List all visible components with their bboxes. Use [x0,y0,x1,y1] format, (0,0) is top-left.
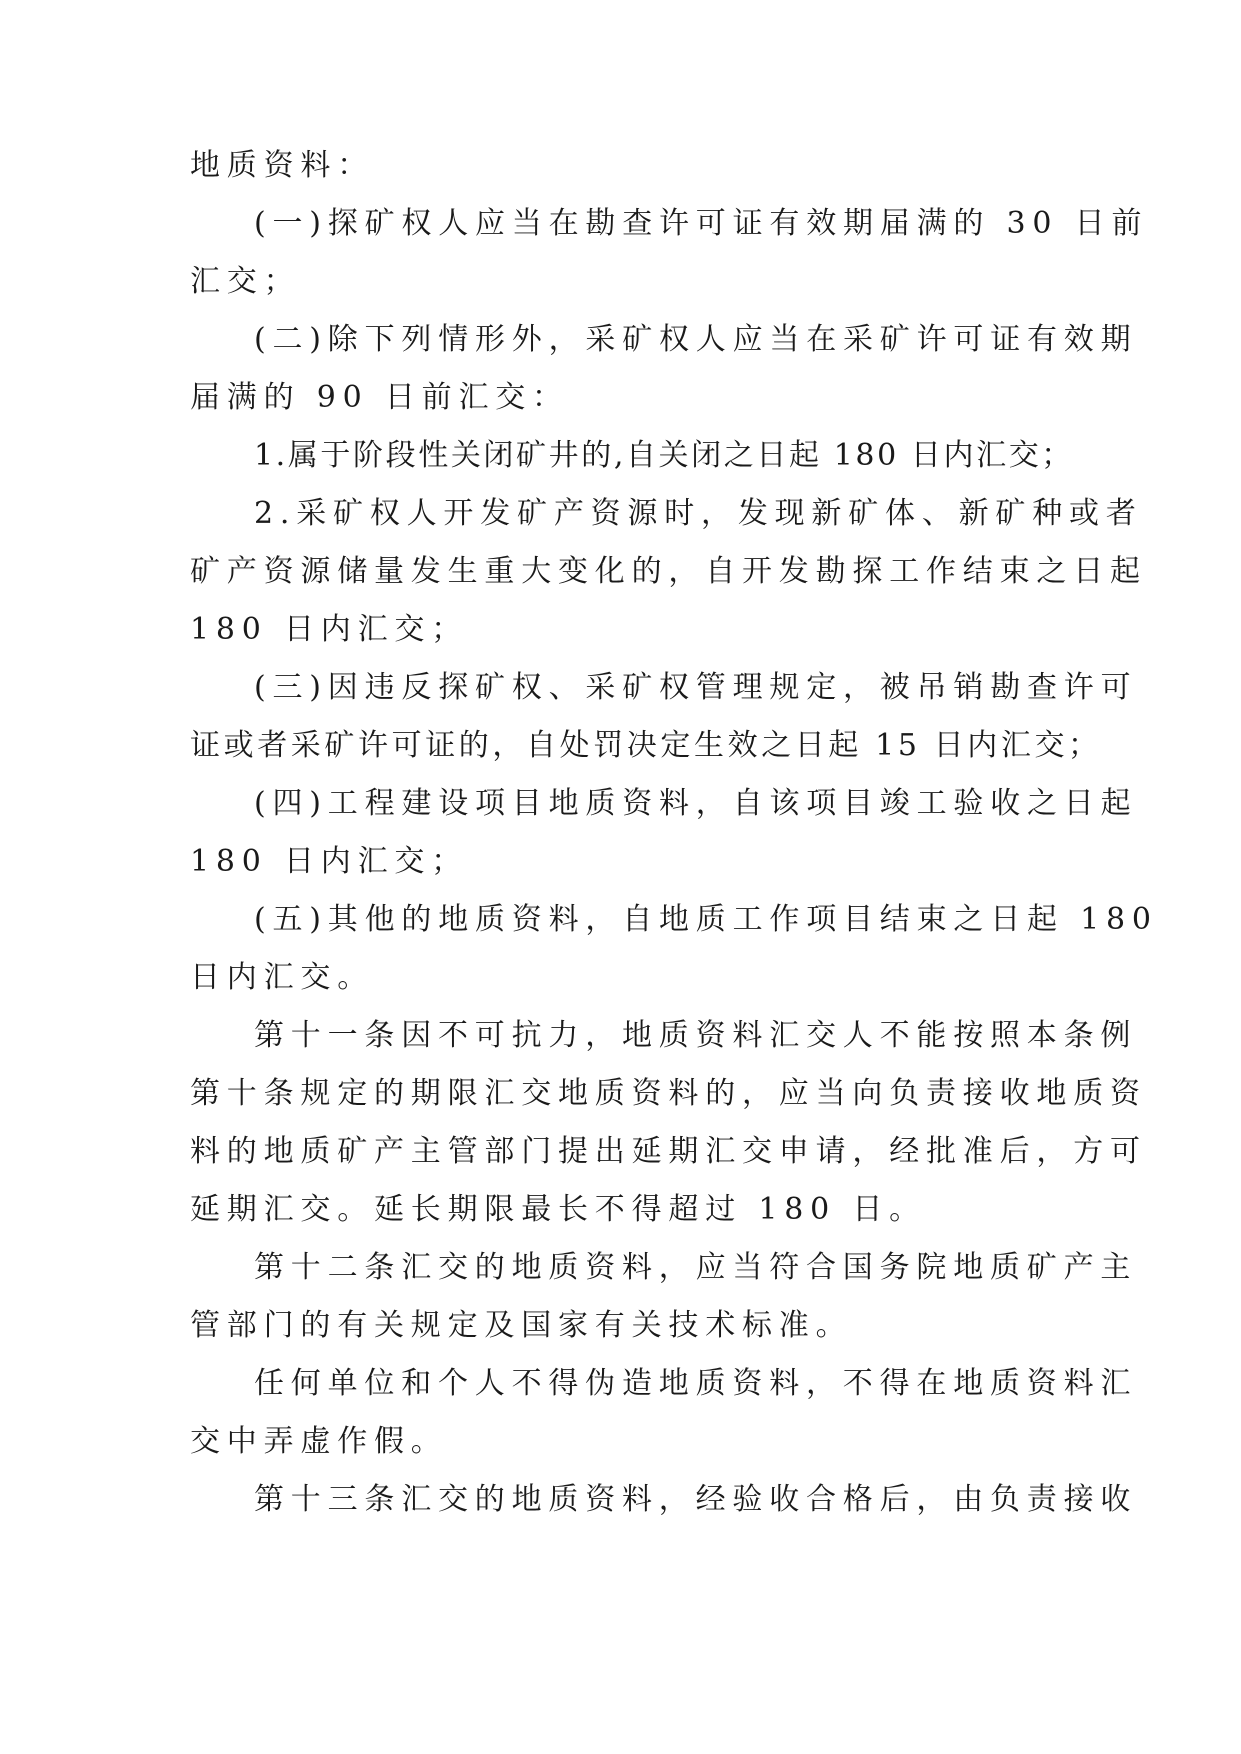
text-line: (五)其他的地质资料，自地质工作项目结束之日起 180 [254,902,1158,937]
text-line: 任何单位和个人不得伪造地质资料，不得在地质资料汇 [254,1366,1138,1401]
text-line: 交中弄虚作假。 [190,1424,448,1459]
text-line: 地质资料： [190,148,374,183]
text-line: (四)工程建设项目地质资料，自该项目竣工验收之日起 [254,786,1138,821]
text-line: 届满的 90 日前汇交： [190,380,569,415]
text-line: (二)除下列情形外，采矿权人应当在采矿许可证有效期 [254,322,1138,357]
text-line: (三)因违反探矿权、采矿权管理规定，被吊销勘查许可 [254,670,1138,705]
text-line: 延期汇交。延长期限最长不得超过 180 日。 [190,1192,926,1227]
text-line: 汇交； [190,264,301,299]
text-line: 证或者采矿许可证的，自处罚决定生效之日起 15 日内汇交； [190,728,1102,763]
text-line: 180 日内汇交； [190,612,468,647]
text-line: 第十三条汇交的地质资料，经验收合格后，由负责接收 [254,1482,1138,1517]
text-line: 1.属于阶段性关闭矿井的,自关闭之日起 180 日内汇交； [254,438,1074,473]
text-line: 第十条规定的期限汇交地质资料的，应当向负责接收地质资 [190,1076,1147,1111]
text-line: 第十一条因不可抗力，地质资料汇交人不能按照本条例 [254,1018,1138,1053]
text-line: 第十二条汇交的地质资料，应当符合国务院地质矿产主 [254,1250,1138,1285]
text-line: 180 日内汇交； [190,844,468,879]
text-line: 管部门的有关规定及国家有关技术标准。 [190,1308,853,1343]
text-line: 料的地质矿产主管部门提出延期汇交申请，经批准后，方可 [190,1134,1147,1169]
text-line: 2.采矿权人开发矿产资源时，发现新矿体、新矿种或者 [254,496,1143,531]
text-line: (一)探矿权人应当在勘查许可证有效期届满的 30 日前 [254,206,1149,241]
text-line: 日内汇交。 [190,960,374,995]
text-line: 矿产资源储量发生重大变化的，自开发勘探工作结束之日起 [190,554,1147,589]
